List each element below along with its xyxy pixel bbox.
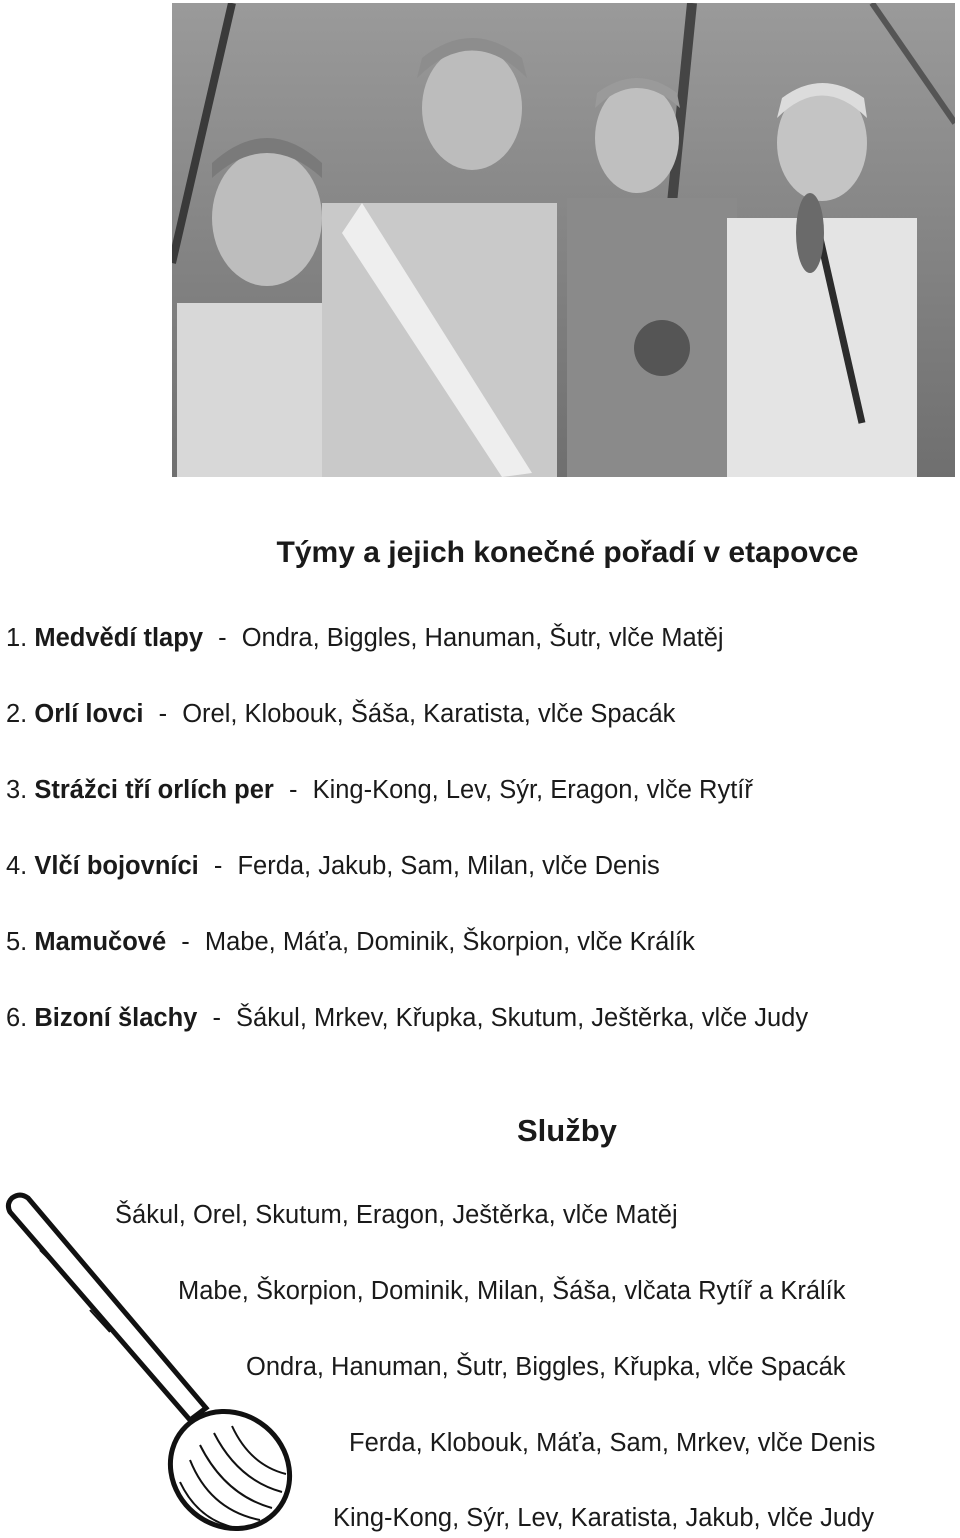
ranking-list (6, 620, 808, 1076)
services-group: Ferda, Klobouk, Máťa, Sam, Mrkev, vlče Denis (349, 1429, 876, 1457)
rank-number: 6. (6, 1004, 28, 1032)
team-members: Orel, Klobouk, Šáša, Karatista, vlče Spacák (182, 700, 676, 728)
separator: - (288, 776, 298, 804)
team-name: Vlčí bojovníci (34, 852, 199, 880)
ranking-item (6, 1000, 808, 1076)
services-group: Mabe, Škorpion, Dominik, Milan, Šáša, vlčata Rytíř a Králík (178, 1277, 846, 1305)
separator: - (213, 852, 223, 880)
separator: - (218, 624, 227, 652)
separator: - (158, 700, 168, 728)
rank-number: 5. (6, 928, 28, 956)
separator: - (181, 928, 190, 956)
rank-number: 3. (6, 776, 28, 804)
rank-number: 2. (6, 700, 28, 728)
services-group: Šákul, Orel, Skutum, Eragon, Ještěrka, vlče Matěj (115, 1201, 678, 1229)
rank-number: 4. (6, 852, 28, 880)
ranking-item (6, 924, 808, 1000)
team-name: Strážci tří orlích per (34, 776, 274, 804)
group-photo (172, 3, 955, 477)
services-title: Služby (517, 1113, 617, 1148)
ranking-item (6, 848, 808, 924)
group-photo-icon (172, 3, 955, 477)
services-group: King-Kong, Sýr, Lev, Karatista, Jakub, vlče Judy (333, 1504, 874, 1532)
team-members: Šákul, Mrkev, Křupka, Skutum, Ještěrka, vlče Judy (236, 1004, 809, 1032)
team-name: Orlí lovci (34, 700, 144, 728)
ranking-item (6, 620, 808, 696)
ranking-item (6, 696, 808, 772)
team-members: Ondra, Biggles, Hanuman, Šutr, vlče Matěj (241, 624, 724, 652)
rank-number: 1. (6, 624, 28, 652)
ranking-item (6, 772, 808, 848)
separator: - (212, 1004, 221, 1032)
services-group: Ondra, Hanuman, Šutr, Biggles, Křupka, vlče Spacák (246, 1353, 846, 1381)
team-members: King-Kong, Lev, Sýr, Eragon, vlče Rytíř (312, 776, 753, 804)
team-members: Mabe, Máťa, Dominik, Škorpion, vlče Králík (204, 928, 695, 956)
page-title: Týmy a jejich konečné pořadí v etapovce (276, 536, 859, 569)
team-name: Bizoní šlachy (34, 1004, 198, 1032)
team-members: Ferda, Jakub, Sam, Milan, vlče Denis (237, 852, 660, 880)
team-name: Mamučové (34, 928, 167, 956)
team-name: Medvědí tlapy (34, 624, 204, 652)
